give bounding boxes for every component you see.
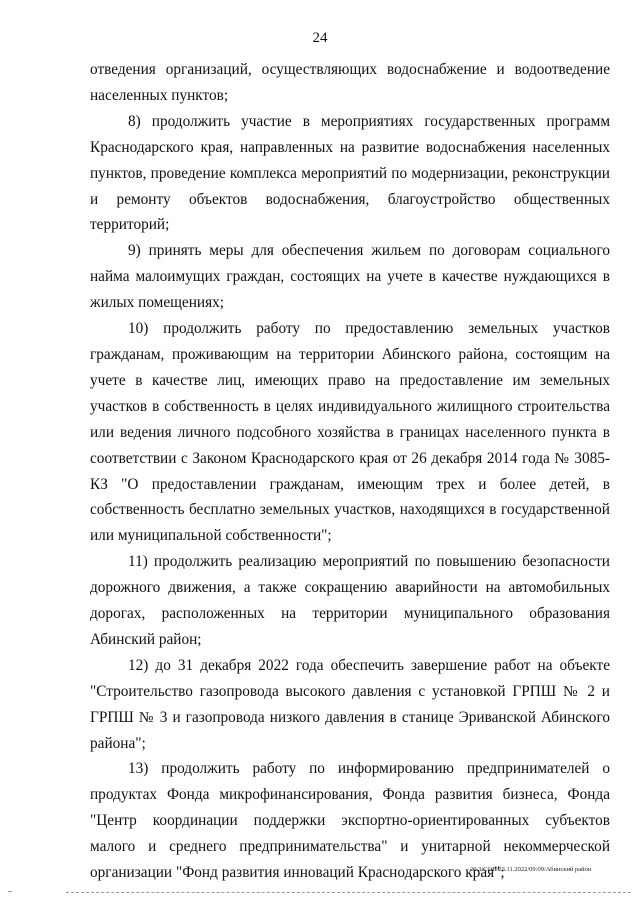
paragraph-item-9: 9) принять меры для обеспечения жильем по договорам социального найма малоимущих граждан, состоящих на учете в качестве нуждающихся в жилых помещениях; <box>90 242 610 312</box>
footer-document-code: 20.3/СОВ/23.11.2022/09:09/Абинский район <box>470 866 592 873</box>
paragraph-item-10: 10) продолжить работу по предоставлению земельных участков гражданам, проживающим на территории Абинского района, состоящим на учете в качестве лиц, имеющих право на предоставление им земельных участков в собственность в целях индивидуального жилищного строительства или ведения личного подсобного хозяйства в границах населенного пункта в соответствии с Законом Краснодарского края от 26 декабря 2014 года № 3085-КЗ "О предоставлении гражданам, имеющим трех и более детей, в собственность бесплатно земельных участков, находящихся в государственной или муниципальной собственности"; <box>90 320 610 545</box>
footer-divider <box>66 892 631 893</box>
paragraph-item-13: 13) продолжить работу по информированию предпринимателей о продуктах Фонда микрофинансирования, Фонда развития бизнеса, Фонда "Центр координации поддержки экспортно-ориентированных субъектов малого и среднего предпринимательства" и унитарной некоммерческой организации "Фонд развития инноваций Краснодарского края"; <box>90 760 610 882</box>
paragraph-item-8: 8) продолжить участие в мероприятиях государственных программ Краснодарского края, направленных на развитие водоснабжения населенных пунктов, проведение комплекса мероприятий по модернизации, реконструкции и ремонту объектов водоснабжения, благоустройство общественных территорий; <box>90 112 610 234</box>
document-body <box>90 57 610 886</box>
footer-dash-mark <box>8 891 12 892</box>
page-number: 24 <box>312 30 328 46</box>
paragraph-continuation: отведения организаций, осуществляющих водоснабжение и водоотведение населенных пунктов; <box>90 61 610 104</box>
paragraph-item-11: 11) продолжить реализацию мероприятий по повышению безопасности дорожного движения, а также сокращению аварийности на автомобильных дорогах, расположенных на территории муниципального образования Абинский район; <box>90 553 610 648</box>
paragraph-item-12: 12) до 31 декабря 2022 года обеспечить завершение работ на объекте "Строительство газопровода высокого давления с установкой ГРПШ № 2 и ГРПШ № 3 и газопровода низкого давления в станице Эриванской Абинского района"; <box>90 656 610 752</box>
